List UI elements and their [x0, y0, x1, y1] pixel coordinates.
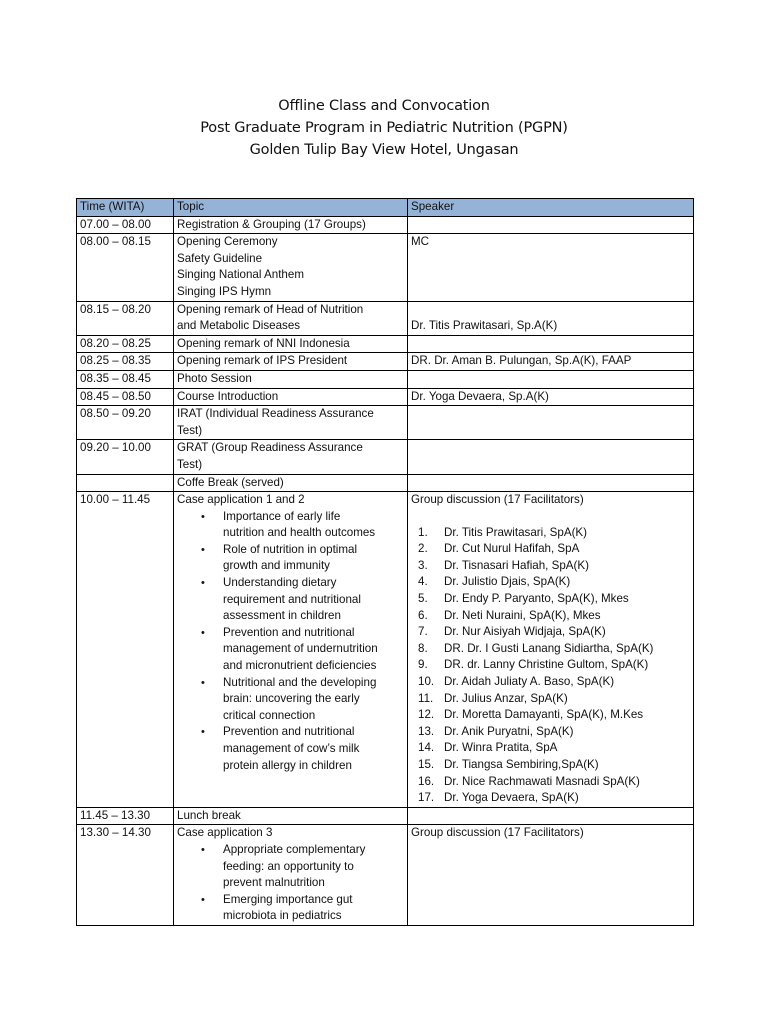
topic-line: Opening Ceremony	[177, 235, 278, 249]
facilitator-item	[411, 525, 690, 542]
table-row	[77, 370, 694, 388]
speaker-line: Dr. Titis Prawitasari, Sp.A(K)	[411, 319, 558, 333]
time-cell	[77, 474, 174, 492]
table-row	[77, 825, 694, 926]
table-row	[77, 335, 694, 353]
facilitator-item	[411, 691, 690, 708]
title-line-1: Offline Class and Convocation	[278, 98, 490, 114]
facilitator-name: Dr. Titis Prawitasari, SpA(K)	[444, 525, 588, 539]
topic-cell	[174, 492, 408, 808]
bullet-line: protein allergy in children	[223, 758, 352, 772]
bullet-line: prevent malnutrition	[223, 876, 325, 890]
facilitator-number: 17.	[418, 791, 435, 805]
topic-cell	[174, 301, 408, 335]
facilitator-name: Dr. Tisnasari Hafiah, SpA(K)	[444, 558, 589, 572]
group-discussion-label: Group discussion (17 Facilitators)	[411, 826, 584, 840]
bullet-icon: •	[201, 626, 205, 639]
time-cell: 08.00 – 08.15	[77, 234, 174, 301]
bullet-line: Understanding dietary	[223, 576, 337, 590]
time-cell: 08.45 – 08.50	[77, 388, 174, 406]
bullet-icon: •	[201, 676, 205, 689]
header-topic: Topic	[174, 199, 408, 217]
speaker-cell	[408, 440, 694, 474]
facilitator-list	[411, 525, 690, 807]
bullet-line: and micronutrient deficiencies	[223, 659, 377, 673]
topic-cell	[174, 388, 408, 406]
table-row	[77, 406, 694, 440]
bullet-item	[201, 675, 404, 725]
table-row	[77, 234, 694, 301]
facilitator-number: 6.	[418, 608, 428, 622]
bullet-line: Emerging importance gut	[223, 892, 353, 906]
facilitator-item	[411, 707, 690, 724]
table-row	[77, 388, 694, 406]
header-speaker: Speaker	[408, 199, 694, 217]
speaker-cell	[408, 353, 694, 371]
bullet-line: assessment in children	[223, 609, 341, 623]
topic-cell	[174, 234, 408, 301]
facilitator-number: 1.	[418, 525, 428, 539]
bullet-line: growth and immunity	[223, 559, 330, 573]
bullet-item	[201, 542, 404, 575]
bullet-item	[201, 625, 404, 675]
table-row	[77, 474, 694, 492]
speaker-cell	[408, 234, 694, 301]
topic-line: Photo Session	[177, 371, 252, 385]
table-row	[77, 440, 694, 474]
topic-line: Safety Guideline	[177, 251, 263, 265]
topic-bullet-list	[177, 842, 404, 925]
bullet-icon: •	[201, 893, 205, 906]
speaker-line	[411, 302, 690, 319]
topic-cell	[174, 406, 408, 440]
bullet-line: nutrition and health outcomes	[223, 526, 376, 540]
speaker-cell	[408, 406, 694, 440]
speaker-line: Dr. Yoga Devaera, Sp.A(K)	[411, 389, 549, 403]
bullet-item	[201, 509, 404, 542]
topic-line: and Metabolic Diseases	[177, 319, 301, 333]
table-header-row	[77, 199, 694, 217]
topic-line: IRAT (Individual Readiness Assurance	[177, 407, 374, 421]
facilitator-name: Dr. Winra Pratita, SpA	[444, 741, 558, 755]
facilitator-item	[411, 774, 690, 791]
bullet-icon: •	[201, 510, 205, 523]
facilitator-name: Dr. Neti Nuraini, SpA(K), Mkes	[444, 608, 601, 622]
topic-cell	[174, 440, 408, 474]
bullet-line: Prevention and nutritional	[223, 725, 355, 739]
speaker-cell	[408, 474, 694, 492]
time-cell: 11.45 – 13.30	[77, 807, 174, 825]
facilitator-name: Dr. Aidah Juliaty A. Baso, SpA(K)	[444, 675, 615, 689]
speaker-cell	[408, 825, 694, 926]
facilitator-number: 10.	[418, 675, 435, 689]
bullet-item	[201, 842, 404, 892]
case-title: Case application 3	[177, 826, 273, 840]
bullet-line: Prevention and nutritional	[223, 625, 355, 639]
topic-line: Opening remark of NNI Indonesia	[177, 336, 350, 350]
facilitator-number: 2.	[418, 542, 428, 556]
time-cell: 10.00 – 11.45	[77, 492, 174, 808]
schedule-table	[76, 198, 694, 926]
topic-line: GRAT (Group Readiness Assurance	[177, 441, 363, 455]
topic-line: Test)	[177, 423, 203, 437]
facilitator-number: 13.	[418, 724, 435, 738]
facilitator-item	[411, 608, 690, 625]
speaker-cell	[408, 492, 694, 808]
topic-cell	[174, 216, 408, 234]
topic-line: Opening remark of Head of Nutrition	[177, 302, 364, 316]
speaker-line: MC	[411, 235, 430, 249]
topic-line: Coffe Break (served)	[177, 475, 284, 489]
topic-line: Registration & Grouping (17 Groups)	[177, 217, 366, 231]
topic-cell	[174, 353, 408, 371]
facilitator-number: 15.	[418, 758, 435, 771]
facilitator-name: Dr. Endy P. Paryanto, SpA(K), Mkes	[444, 592, 629, 606]
facilitator-number: 8.	[418, 641, 428, 655]
facilitator-number: 5.	[418, 592, 428, 606]
facilitator-number: 12.	[418, 708, 435, 722]
facilitator-name: Dr. Julius Anzar, SpA(K)	[444, 691, 568, 705]
time-cell: 13.30 – 14.30	[77, 825, 174, 926]
time-cell: 08.15 – 08.20	[77, 301, 174, 335]
time-cell: 07.00 – 08.00	[77, 216, 174, 234]
facilitator-name: DR. Dr. I Gusti Lanang Sidiartha, SpA(K)	[444, 641, 654, 655]
topic-line: Course Introduction	[177, 389, 279, 403]
bullet-item	[201, 892, 404, 925]
facilitator-name: Dr. Julistio Djais, SpA(K)	[444, 575, 571, 589]
topic-line: Singing National Anthem	[177, 268, 304, 282]
facilitator-name: Dr. Tiangsa Sembiring,SpA(K)	[444, 758, 599, 771]
bullet-line: microbiota in pediatrics	[223, 909, 342, 923]
speaker-cell	[408, 301, 694, 335]
topic-cell	[174, 825, 408, 926]
facilitator-number: 4.	[418, 575, 428, 589]
bullet-line: critical connection	[223, 708, 316, 722]
table-row	[77, 216, 694, 234]
facilitator-name: Dr. Moretta Damayanti, SpA(K), M.Kes	[444, 708, 644, 722]
bullet-item	[201, 724, 404, 774]
bullet-line: brain: uncovering the early	[223, 692, 360, 706]
case-title: Case application 1 and 2	[177, 493, 305, 507]
facilitator-item	[411, 657, 690, 674]
time-cell: 08.35 – 08.45	[77, 370, 174, 388]
facilitator-item	[411, 674, 690, 691]
speaker-cell	[408, 807, 694, 825]
facilitator-number: 7.	[418, 625, 428, 639]
facilitator-item	[411, 591, 690, 608]
facilitator-number: 3.	[418, 558, 428, 572]
facilitator-number: 16.	[418, 774, 435, 788]
facilitator-item	[411, 624, 690, 641]
table-row	[77, 301, 694, 335]
facilitator-name: Dr. Nice Rachmawati Masnadi SpA(K)	[444, 774, 640, 788]
facilitator-name: DR. dr. Lanny Christine Gultom, SpA(K)	[444, 658, 649, 672]
bullet-line: Appropriate complementary	[223, 842, 366, 856]
facilitator-item	[411, 740, 690, 757]
topic-bullet-list	[177, 509, 404, 775]
bullet-line: requirement and nutritional	[223, 592, 361, 606]
title-line-3: Golden Tulip Bay View Hotel, Ungasan	[249, 142, 519, 158]
bullet-item	[201, 575, 404, 625]
bullet-icon: •	[201, 726, 205, 739]
facilitator-number: 11.	[418, 691, 434, 705]
time-cell: 08.25 – 08.35	[77, 353, 174, 371]
topic-line: Singing IPS Hymn	[177, 284, 272, 298]
facilitator-item	[411, 641, 690, 658]
facilitator-item	[411, 724, 690, 741]
facilitator-name: Dr. Nur Aisiyah Widjaja, SpA(K)	[444, 625, 606, 639]
facilitator-number: 14.	[418, 741, 435, 755]
bullet-line: Nutritional and the developing	[223, 675, 377, 689]
bullet-icon: •	[201, 843, 205, 856]
topic-line: Test)	[177, 457, 203, 471]
document-title-block	[0, 95, 768, 161]
facilitator-item	[411, 790, 690, 807]
facilitator-number: 9.	[418, 658, 428, 672]
table-row	[77, 353, 694, 371]
spacer	[411, 509, 690, 525]
topic-cell	[174, 335, 408, 353]
speaker-cell	[408, 216, 694, 234]
facilitator-name: Dr. Anik Puryatni, SpA(K)	[444, 724, 574, 738]
facilitator-name: Dr. Cut Nurul Hafifah, SpA	[444, 542, 580, 556]
bullet-line: management of cow’s milk	[223, 742, 360, 755]
facilitator-item	[411, 558, 690, 575]
speaker-cell	[408, 335, 694, 353]
table-row	[77, 807, 694, 825]
bullet-line: Importance of early life	[223, 509, 341, 523]
facilitator-name: Dr. Yoga Devaera, SpA(K)	[444, 791, 579, 805]
facilitator-item	[411, 541, 690, 558]
bullet-icon: •	[201, 577, 205, 590]
bullet-line: management of undernutrition	[223, 642, 378, 656]
speaker-cell	[408, 370, 694, 388]
topic-cell	[174, 474, 408, 492]
group-discussion-label: Group discussion (17 Facilitators)	[411, 493, 584, 507]
time-cell: 08.20 – 08.25	[77, 335, 174, 353]
table-row	[77, 492, 694, 808]
facilitator-item	[411, 574, 690, 591]
title-line-2: Post Graduate Program in Pediatric Nutrition (PGPN)	[200, 120, 568, 136]
bullet-line: Role of nutrition in optimal	[223, 542, 358, 556]
facilitator-item	[411, 757, 690, 774]
time-cell: 08.50 – 09.20	[77, 406, 174, 440]
header-time: Time (WITA)	[77, 199, 174, 217]
topic-cell: Lunch break	[174, 807, 408, 825]
topic-line: Opening remark of IPS President	[177, 354, 348, 368]
topic-cell	[174, 370, 408, 388]
bullet-icon: •	[201, 543, 205, 556]
speaker-cell	[408, 388, 694, 406]
bullet-line: feeding: an opportunity to	[223, 859, 354, 873]
time-cell: 09.20 – 10.00	[77, 440, 174, 474]
speaker-line: DR. Dr. Aman B. Pulungan, Sp.A(K), FAAP	[411, 354, 632, 368]
